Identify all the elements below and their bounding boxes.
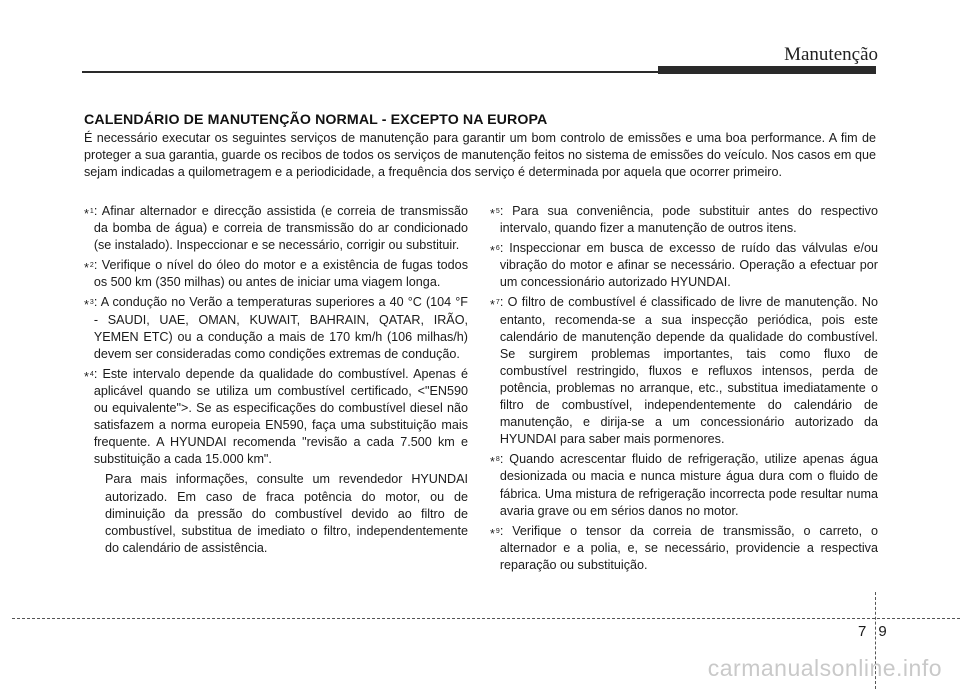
footnote-3 [84, 294, 468, 362]
footnote-marker: *$^1$ [84, 207, 94, 221]
footnote-text: : A condução no Verão a temperaturas superiores a 40 °C (104 °F - SAUDI, UAE, OMAN, KUWAIT, BAHRAIN, QATAR, IRÃO, YEMEN ETC) ou a condução a mais de 170 km/h (106 milhas/h) devem ser consideradas como condições extremas de condução. [93, 295, 468, 361]
footnote-marker: *$^3$ [84, 298, 94, 313]
page-number: 79 [858, 623, 899, 640]
footnote-marker: *$^6$ [490, 244, 500, 259]
footer-crop-line [12, 618, 960, 619]
footnote-7 [490, 294, 878, 448]
footnote-marker: *$^2$ [84, 261, 94, 276]
footnote-5 [490, 203, 878, 237]
footnote-6 [490, 240, 878, 291]
footnote-8 [490, 451, 878, 519]
notes-right-column [490, 203, 878, 577]
watermark: carmanualsonline.info [707, 655, 942, 681]
section-title: CALENDÁRIO DE MANUTENÇÃO NORMAL - EXCEPTO NA EUROPA [84, 112, 548, 128]
footnote-text: : Verifique o nível do óleo do motor e a existência de fugas todos os 500 km (350 milhas) ou antes de iniciar uma viagem longa. [93, 258, 468, 290]
footnote-marker: *$^8$ [490, 455, 500, 470]
footnote-1 [84, 203, 468, 254]
footnote-text: : Afinar alternador e direcção assistida (e correia de transmissão da bomba de água) e correia de transmissão do ar condicionado (se instalado). Inspeccionar e se necessário, corrigir ou substituir. [93, 204, 468, 253]
footnote-marker: *$^9$ [490, 526, 500, 541]
footnote-marker: *$^7$ [490, 298, 500, 313]
footnote-marker: *$^4$ [84, 369, 94, 384]
footnote-2 [84, 257, 468, 291]
footnote-4-extra: Para mais informações, consulte um revendedor HYUNDAI autorizado. Em caso de fraca potência do motor, ou de diminuição da pressão do combustível devido ao filtro de combustível, substitua de imediato o filtro, independentemente do calendário de assistência. [105, 472, 468, 555]
header-rule-accent [658, 66, 876, 74]
footnote-text: : Verifique o tensor da correia de transmissão, o carreto, o alternador e a polia, e, se necessário, providencie a respectiva reparação ou substituição. [499, 523, 878, 572]
footnote-text: : Para sua conveniência, pode substituir antes do respectivo intervalo, quando fizer a manutenção de outros itens. [499, 204, 878, 236]
footnote-9 [490, 523, 878, 574]
footnote-marker: *$^5$ [490, 207, 500, 221]
notes-left-column [84, 203, 468, 557]
footnote-text: : Este intervalo depende da qualidade do combustível. Apenas é aplicável quando se utiliza um combustível certificado, <"EN590 ou equivalente">. Se as especificações do combustível diesel não satisfazem a norma europeia EN590, faça uma substituição mais frequente. A HYUNDAI recomenda "revisão a cada 7.500 km e substituição a cada 15.000 km". [93, 366, 468, 467]
chapter-title: Manutenção [784, 44, 878, 65]
footnote-text: : Quando acrescentar fluido de refrigeração, utilize apenas água desionizada ou macia e nunca misture água dura com o fluido de fábrica. Uma mistura de refrigeração incorrecta pode resultar numa avaria grave ou em sérios danos no motor. [499, 452, 878, 518]
footnote-text: : O filtro de combustível é classificado de livre de manutenção. No entanto, recomenda-se a sua inspecção periódica, pois este calendário de manutenção depende da qualidade do combustível. Se surgirem problemas importantes, tais como fluxo de combustível restringido, fluxos e refluxos intensos, perda de potência, problemas no arranque, etc., substitua imediatamente o filtro de combustível, independentemente do calendário de manutenção, e dirija-se a um concessionário autorizado da HYUNDAI para saber mais pormenores. [499, 295, 878, 447]
footnote-text: : Inspeccionar em busca de excesso de ruído das válvulas e/ou vibração do motor e afinar se necessário. Operação a efectuar por um concessionário autorizado HYUNDAI. [499, 241, 878, 290]
footnote-4 [84, 366, 468, 469]
header-rule [82, 71, 658, 73]
intro-paragraph: É necessário executar os seguintes serviços de manutenção para garantir um bom controlo de emissões e uma boa performance. A fim de proteger a sua garantia, guarde os recibos de todos os serviços de manutenção feitos no sistema de emissões do veículo. Nos casos em que sejam indicadas a quilometragem e a periodicidade, a frequência dos serviço é determinada por aquela que ocorrer primeiro. [84, 131, 876, 179]
